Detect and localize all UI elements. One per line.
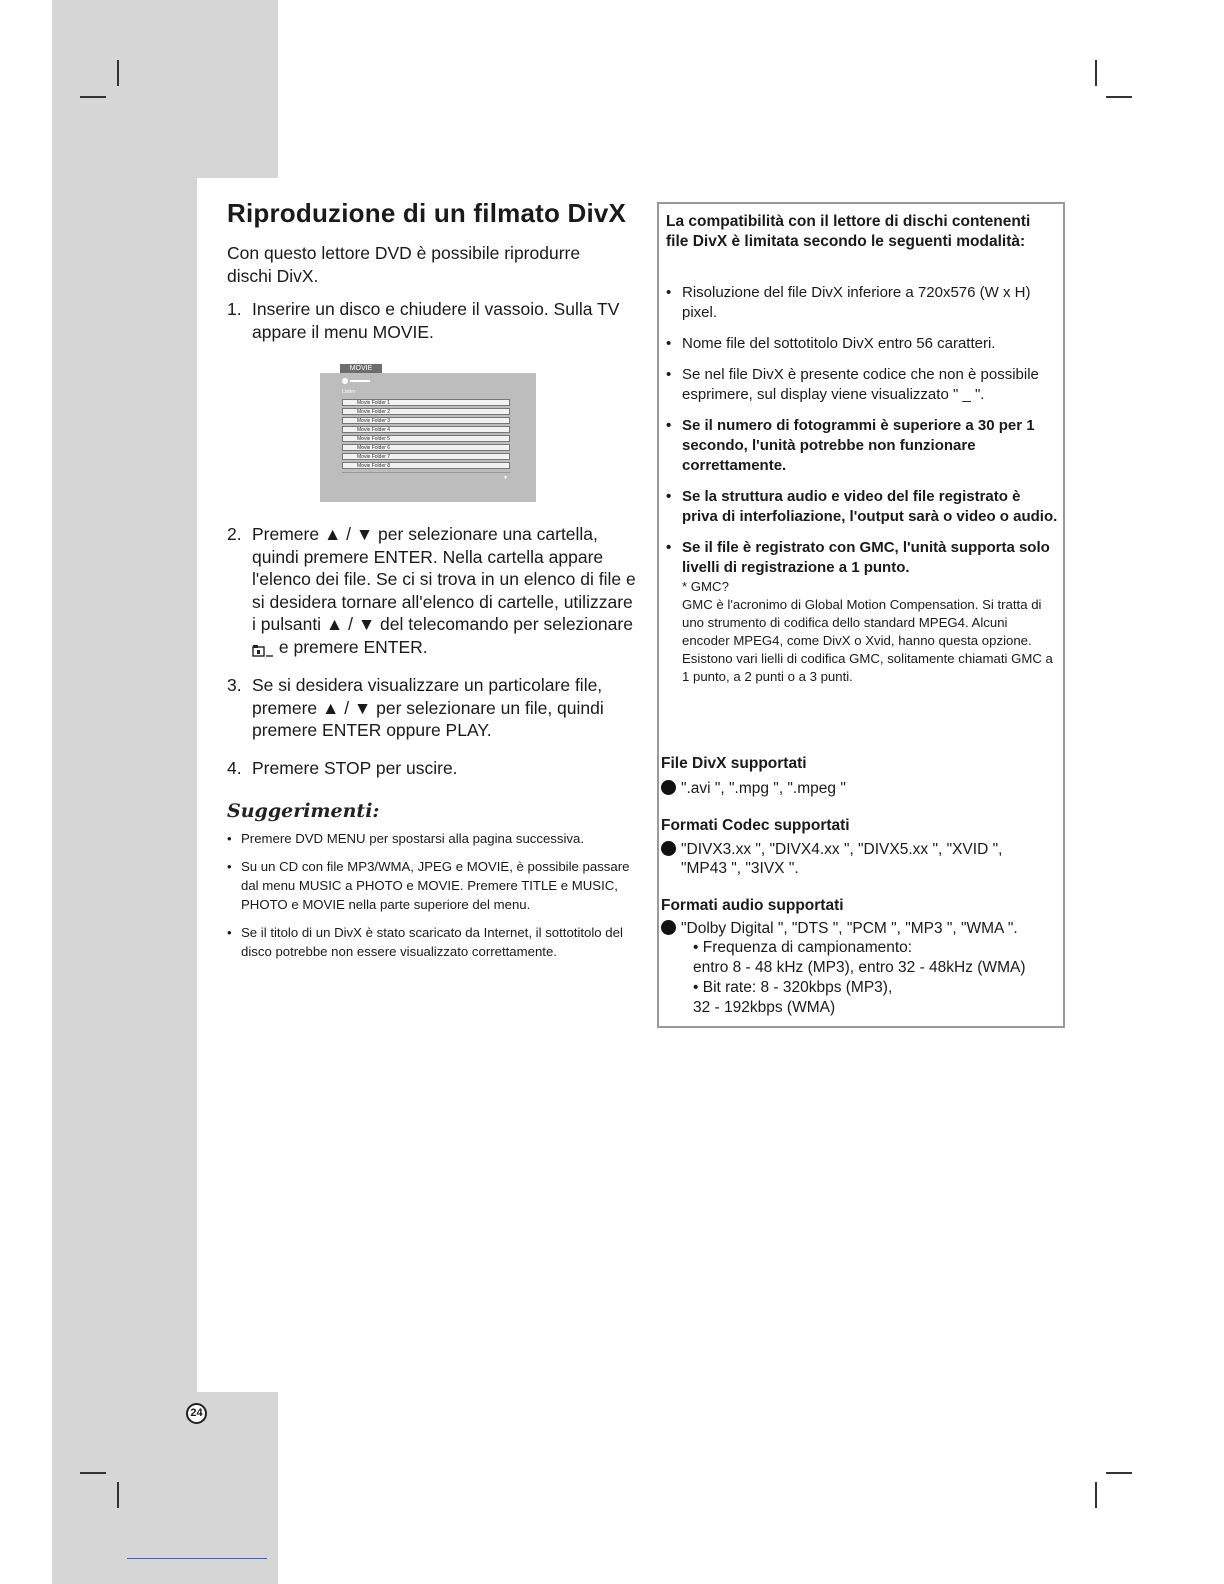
bitrate-label: • Bit rate: 8 - 320kbps (MP3), [693, 979, 893, 996]
audio-title: Formati audio supportati [661, 897, 844, 914]
menu-body [320, 373, 536, 502]
step-text: Premere STOP per uscire. [252, 758, 458, 778]
tip-item: • Su un CD con file MP3/WMA, JPEG e MOVIE, è possibile passare dal menu MUSIC a PHOTO e MOVIE. Premere TITLE e MUSIC, PHOTO e MOVIE nella parte superiore del menu. [227, 857, 637, 914]
bullet-icon [661, 920, 676, 935]
crop-mark [80, 1472, 106, 1474]
menu-info-line [350, 380, 370, 382]
audio-value: "Dolby Digital ", "DTS ", "PCM ", "MP3 ", "WMA ". [681, 920, 1018, 937]
step-text-part: e premere ENTER. [274, 636, 428, 657]
codecs-line [661, 840, 1061, 860]
compat-item: • Se la struttura audio e video del file registrato è priva di interfoliazione, l'output sarà o video o audio. [666, 487, 1058, 527]
bitrate-value: 32 - 192kbps (WMA) [693, 999, 836, 1016]
menu-row: Movie Folder 1 [342, 399, 510, 406]
audio-line [661, 919, 1061, 939]
menu-row: Movie Folder 7 [342, 453, 510, 460]
step-number: 2. [227, 524, 242, 544]
gmc-explanation: GMC è l'acronimo di Global Motion Compensation. Si tratta di uno strumento di codifica dello standard MPEG4. Alcuni encoder MPEG4, come DivX o Xvid, hanno questa opzione. [682, 597, 1042, 648]
crop-mark [80, 96, 106, 98]
crop-mark [117, 1482, 119, 1508]
footer-link-line [127, 1558, 267, 1559]
tips-title: Suggerimenti: [227, 800, 380, 822]
step-1 [227, 298, 637, 343]
step-text-part: Premere ▲ / ▼ per selezionare una cartella, quindi premere ENTER. Nella cartella appare l'elenco dei file. Se ci si trova in un elenco di file e si desidera tornare all'elenco di cartelle, utilizzare i pulsanti ▲ / ▼ del telecomando per selezionare [252, 524, 636, 634]
files-line [661, 779, 1061, 799]
margin-band-bottom [52, 1392, 278, 1584]
compat-item: • Se il numero di fotogrammi è superiore a 30 per 1 secondo, l'unità potrebbe non funzionare correttamente. [666, 416, 1058, 476]
menu-row: Movie Folder 5 [342, 435, 510, 442]
menu-row: Movie Folder 2 [342, 408, 510, 415]
tips-list [227, 829, 637, 970]
step-text: Inserire un disco e chiudere il vassoio. Sulla TV appare il menu MOVIE. [252, 299, 620, 342]
bullet-icon [661, 780, 676, 795]
files-title: File DivX supportati [661, 755, 807, 772]
menu-folder-label: Listen [342, 389, 356, 395]
step-number: 4. [227, 758, 242, 778]
files-value: ".avi ", ".mpg ", ".mpeg " [681, 780, 846, 797]
compat-item: • Risoluzione del file DivX inferiore a 720x576 (W x H) pixel. [666, 283, 1058, 323]
movie-menu-screenshot [320, 364, 536, 502]
step-number: 3. [227, 675, 242, 695]
compatibility-heading: La compatibilità con il lettore di dischi contenenti file DivX è limitata secondo le seguenti modalità: [666, 213, 1031, 250]
menu-arrow-icon: ▼ [503, 475, 508, 481]
margin-band-top [52, 0, 278, 178]
crop-mark [1095, 1482, 1097, 1508]
crop-mark [117, 60, 119, 86]
compat-item: • Nome file del sottotitolo DivX entro 56 caratteri. [666, 334, 1058, 354]
crop-mark [1106, 96, 1132, 98]
page-title: Riproduzione di un filmato DivX [227, 198, 627, 228]
step-text: Se si desidera visualizzare un particolare file, premere ▲ / ▼ per selezionare un file, quindi premere ENTER oppure PLAY. [252, 675, 604, 740]
step-3 [227, 674, 637, 742]
crop-mark [1106, 1472, 1132, 1474]
menu-row: Movie Folder 8 [342, 462, 510, 469]
codecs-title: Formati Codec supportati [661, 817, 850, 834]
compatibility-list [666, 283, 1058, 697]
tip-item: • Premere DVD MENU per spostarsi alla pagina successiva. [227, 829, 637, 848]
codecs-value: "DIVX3.xx ", "DIVX4.xx ", "DIVX5.xx ", "XVID ", [681, 841, 1003, 858]
margin-band-side [52, 178, 197, 1584]
menu-tab-label: MOVIE [340, 364, 382, 374]
step-4 [227, 757, 637, 780]
compat-item: • Se nel file DivX è presente codice che non è possibile esprimere, sul display viene visualizzato " _ ". [666, 365, 1058, 405]
freq-value: entro 8 - 48 kHz (MP3), entro 32 - 48kHz (WMA) [693, 959, 1026, 976]
menu-row: Movie Folder 4 [342, 426, 510, 433]
step-2 [227, 523, 637, 658]
gmc-levels: Esistono vari lielli di codifica GMC, solitamente chiamati GMC a 1 punto, a 2 punti o a 3 punti. [682, 651, 1053, 684]
intro-text: Con questo lettore DVD è possibile riprodurre dischi DivX. [227, 243, 581, 286]
gmc-question: * GMC? [682, 579, 729, 594]
compat-item-text: Se il file è registrato con GMC, l'unità supporta solo livelli di registrazione a 1 punto. [682, 539, 1050, 576]
bullet-icon [661, 841, 676, 856]
menu-row: Movie Folder 3 [342, 417, 510, 424]
parent-folder-icon [252, 641, 274, 655]
codecs-line-2: "MP43 ", "3IVX ". [681, 860, 799, 877]
menu-separator [342, 472, 510, 473]
step-number: 1. [227, 299, 242, 319]
crop-mark [1095, 60, 1097, 86]
page-number: 24 [186, 1403, 207, 1424]
menu-row: Movie Folder 6 [342, 444, 510, 451]
tip-item: • Se il titolo di un DivX è stato scaricato da Internet, il sottotitolo del disco potrebbe non essere visualizzato correttamente. [227, 923, 637, 961]
disc-icon [342, 378, 348, 384]
compat-item-gmc [666, 538, 1058, 686]
freq-label: • Frequenza di campionamento: [693, 939, 913, 956]
step-text [252, 523, 637, 658]
